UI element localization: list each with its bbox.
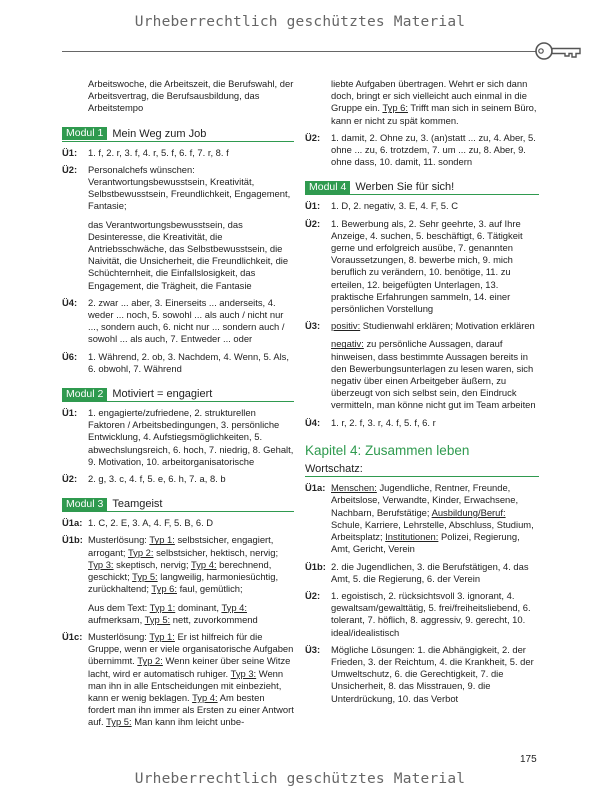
exercise-entry [62, 534, 294, 625]
modul-badge: Modul 3 [62, 498, 107, 511]
header-rule [62, 51, 540, 52]
exercise-number: Ü2: [305, 217, 321, 229]
exercise-number: Ü1a: [305, 482, 326, 494]
modul-badge: Modul 4 [305, 181, 350, 194]
exercise-answer: positiv: Studienwahl erklären; Motivation erklären [331, 320, 535, 332]
exercise-number: Ü1: [305, 200, 321, 212]
exercise-number: Ü1: [62, 407, 78, 419]
exercise-answer: 1. damit, 2. Ohne zu, 3. (an)statt ... zu, 4. Aber, 5. ohne ... zu, 6. trotzdem, 7. um ... zu, 8. Aber, 9. ohne dass, 10. damit, 11. sondern [331, 131, 536, 168]
exercise-answer: 1. engagierte/zufriedene, 2. strukturellen Faktoren / Arbeitsbedingungen, 3. persönliche Entwicklung, 4. Aufstiegsmöglichkeiten, 5. abwechslungsreich, 6. hoch, 7. niedrig, 8. Gehalt, 9. Motivation, 10. arbeitorganisatorische [88, 407, 294, 467]
exercise-entry [305, 561, 539, 585]
exercise-entry [62, 164, 294, 292]
exercise-entry [305, 320, 539, 411]
exercise-number: Ü3: [305, 320, 321, 332]
exercise-number: Ü1a: [62, 517, 83, 529]
exercise-number: Ü2: [305, 131, 321, 143]
exercise-entry [305, 590, 539, 639]
exercise-answer: Personalchefs wünschen: Verantwortungsbewusstsein, Kreativität, Selbstbewusstsein, Freundlichkeit, Engagement, Fantasie; [88, 163, 291, 212]
exercise-answer: negativ: zu persönliche Aussagen, darauf hinweisen, dass bestimmte Aussagen bereits in den Bewerbungsunterlagen zu lesen waren, sich negativ über einen Arbeitgeber äußern, zu überzeugt von sich selbst sein, den Eindruck vermitteln, man könne nicht gut im Team arbeiten [331, 338, 536, 411]
modul-2-header [62, 387, 294, 402]
exercise-number: Ü1c: [62, 630, 83, 642]
modul-badge: Modul 1 [62, 127, 107, 140]
modul-badge: Modul 2 [62, 388, 107, 401]
exercise-number: Ü6: [62, 350, 78, 362]
exercise-answer: 1. egoistisch, 2. rücksichtsvoll 3. ignorant, 4. gewaltsam/gewalttätig, 5. frei/freiheitsliebend, 6. tolerant, 7. höflich, 8. aggressiv, 9. gerecht, 10. ideal/idealistisch [331, 589, 531, 638]
modul-title: Werben Sie für sich! [355, 181, 455, 194]
left-column [62, 78, 294, 729]
modul-1-header [62, 127, 294, 142]
exercise-entry [62, 517, 294, 529]
exercise-entry [62, 407, 294, 468]
exercise-entry [305, 132, 539, 169]
exercise-answer: Musterlösung: Typ 1: Er ist hilfreich für die Gruppe, wenn er viele organisatorische Aufgaben übernimmt. Typ 2: Wenn keiner über seine Witze lacht, wird er automatisch ruhiger. Typ 3: Wenn man ihn in alle Entscheidungen mit einbezieht, kann er wenig beklagen. Typ 4: Am besten fordert man ihn immer als Ersten zu einer Antwort auf. Typ 5: Man kann ihm leicht unbe- [88, 630, 294, 728]
exercise-entry [62, 473, 294, 485]
exercise-entry [62, 147, 294, 159]
modul-title: Mein Weg zum Job [112, 127, 207, 140]
exercise-answer: Aus dem Text: Typ 1: dominant, Typ 4: aufmerksam, Typ 5: nett, zuvorkommend [88, 601, 258, 625]
modul-title: Teamgeist [112, 498, 163, 511]
exercise-number: Ü4: [305, 416, 321, 428]
exercise-answer: 2. zwar ... aber, 3. Einerseits ... anderseits, 4. weder ... noch, 5. sowohl ... als auch / nicht nur ..., sondern auch, 6. nicht nur ... sondern auch / sowohl ... als auch, 7. Entweder ... oder [88, 296, 285, 345]
exercise-entry [305, 200, 539, 212]
exercise-number: Ü2: [62, 163, 78, 175]
exercise-entry [62, 631, 294, 729]
exercise-answer: 2. die Jugendlichen, 3. die Berufstätigen, 4. das Amt, 5. die Regierung, 6. der Verein [331, 560, 529, 584]
exercise-number: Ü3: [305, 643, 321, 655]
modul-3-header [62, 497, 294, 512]
exercise-entry [62, 351, 294, 375]
exercise-answer: 1. r, 2. f, 3. r, 4. f, 5. f, 6. r [331, 416, 436, 428]
exercise-answer: 2. g, 3. c, 4. f, 5. e, 6. h, 7. a, 8. b [88, 473, 226, 485]
exercise-answer: 1. Während, 2. ob, 3. Nachdem, 4. Wenn, 5. Als, 6. obwohl, 7. Während [88, 350, 289, 374]
exercise-number: Ü1: [62, 146, 78, 158]
exercise-answer: Menschen: Jugendliche, Rentner, Freunde, Arbeitslose, Verwandte, Kinder, Erwachsene, Nachbarn, Berufstätige; Ausbildung/Beruf: Schule, Karriere, Lehrstelle, Abschluss, Studium, Arbeitsplatz; Institutionen: Polizei, Regierung, Amt, Gericht, Verein [331, 482, 534, 555]
exercise-entry [62, 297, 294, 346]
exercise-answer: 1. Bewerbung als, 2. Sehr geehrte, 3. auf Ihre Anzeige, 4. suchen, 5. beschäftigt, 6. Tätigkeit gerne und erfolgreich ausübe, 7. genannten Voraussetzungen, 8. bewerbe mich, 9. mich beruflich zu verändern, 10. benötige, 11. zu erteilen, 12. beigefügten Unterlagen, 13. praktische Erfahrungen sammeln, 14. einer persönlichen Vorstellung [331, 217, 523, 315]
wortschatz-heading: Wortschatz: [305, 463, 539, 477]
exercise-entry [305, 218, 539, 316]
key-icon [534, 39, 584, 63]
right-column [305, 78, 539, 705]
exercise-answer: Musterlösung: Typ 1: selbstsicher, engagiert, arrogant; Typ 2: selbstsicher, hektisch, nervig; Typ 3: skeptisch, nervig; Typ 4: berechnend, geschickt; Typ 5: langweilig, harmoniesüchtig, zurückhaltend; Typ 6: faul, gemütlich; [88, 534, 279, 595]
watermark-top: Urheberrechtlich geschütztes Material [134, 14, 466, 30]
exercise-answer: 1. D, 2. negativ, 3. E, 4. F, 5. C [331, 200, 458, 212]
exercise-answer: 1. C, 2. E, 3. A, 4. F, 5. B, 6. D [88, 517, 214, 529]
exercise-answer: Mögliche Lösungen: 1. die Abhängigkeit, 2. der Frieden, 3. der Reichtum, 4. die Krankheit, 5. der Umweltschutz, 6. die Gerechtigkeit, 7. die Unsicherheit, 8. das Misstrauen, 9. die Unterdrückung, 10. das Verbot [331, 643, 534, 704]
exercise-number: Ü2: [305, 589, 321, 601]
intro-text: Arbeitswoche, die Arbeitszeit, die Berufswahl, der Arbeitsvertrag, die Berufsausbildung, das Arbeitstempo [88, 78, 294, 114]
exercise-number: Ü1b: [62, 534, 83, 546]
watermark-bottom: Urheberrechtlich geschütztes Material [134, 771, 466, 787]
exercise-answer: das Verantwortungsbewusstsein, das Desinteresse, die Kreativität, die Antriebsschwäche, das Selbstbewusstsein, die Naivität, die Unsicherheit, die Freundlichkeit, die Schüchternheit, die Einfallslosigkeit, das Engagement, die Trägheit, die Fantasie [88, 218, 289, 291]
exercise-number: Ü2: [62, 473, 78, 485]
exercise-number: Ü1b: [305, 560, 326, 572]
exercise-entry [305, 417, 539, 429]
modul-title: Motiviert = engagiert [112, 387, 213, 400]
modul-4-header [305, 180, 539, 195]
continued-text: liebte Aufgaben übertragen. Wehrt er sich dann doch, bringt er sich vielleicht auch einmal in die Gruppe ein. Typ 6: Trifft man sich in seinem Büro, kann er nicht zu spät kommen. [331, 78, 537, 126]
exercise-answer: 1. f, 2. r, 3. f, 4. r, 5. f, 6. f, 7. r, 8. f [88, 146, 229, 158]
exercise-number: Ü4: [62, 296, 78, 308]
page-number: 175 [520, 754, 537, 765]
exercise-entry [305, 644, 539, 705]
exercise-entry [305, 482, 539, 555]
chapter-title: Kapitel 4: Zusammen leben [305, 442, 470, 458]
